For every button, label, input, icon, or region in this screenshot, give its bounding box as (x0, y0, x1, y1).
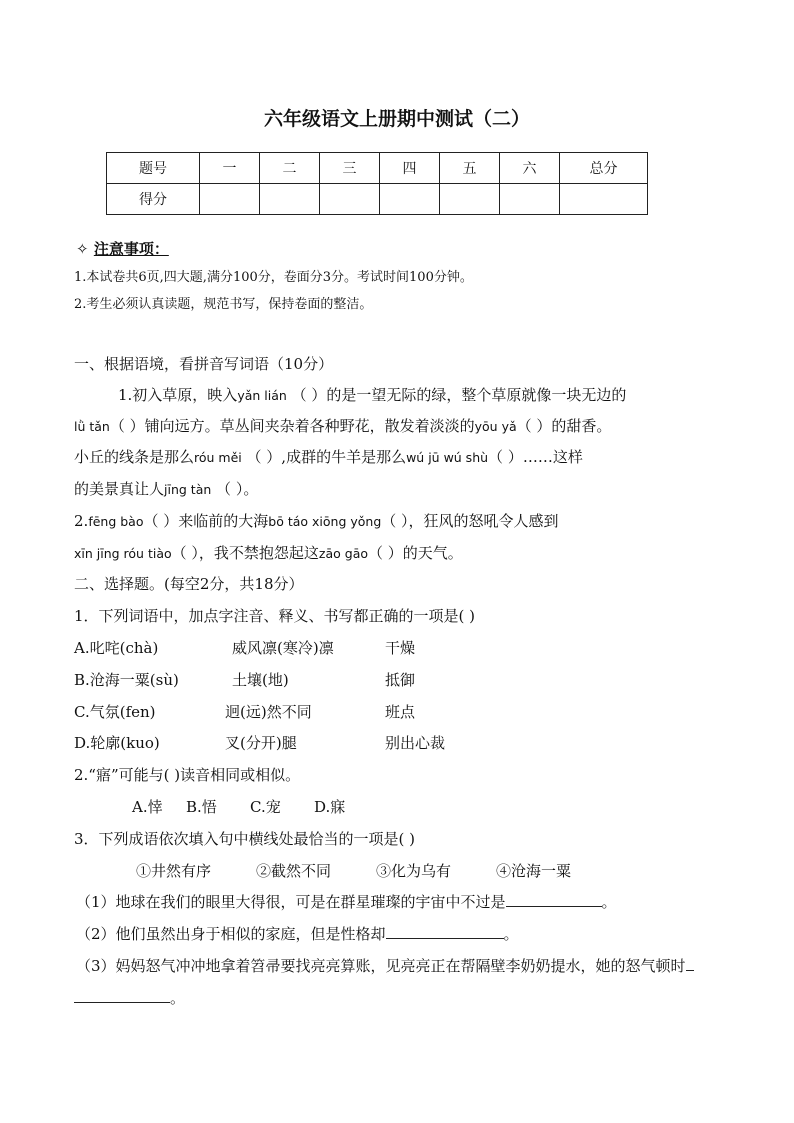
score-header-cell: 总分 (560, 153, 648, 184)
question-3-stem: 3．下列成语依次填入句中横线处最恰当的一项是( ) (74, 830, 416, 848)
score-header-cell: 六 (500, 153, 560, 184)
q1-option-b-word2: 土壤(地) (232, 671, 289, 689)
pinyin: róu měi (194, 450, 242, 465)
q1-option-a-word3: 干燥 (385, 639, 416, 657)
answer-blank[interactable] (506, 892, 602, 907)
section1-line: 的美景真让人jīng tàn （ ）。 (74, 480, 259, 498)
answer-blank[interactable] (386, 924, 504, 939)
q3-item-3: （3）妈妈怒气冲冲地拿着笤帚要找亮亮算账，见亮亮正在帮隔壁李奶奶提水，她的怒气顿时 (76, 955, 694, 976)
q2-option-d: D.寐 (314, 798, 346, 816)
q3-item-1: （1）地球在我们的眼里大得很，可是在群星璀璨的宇宙中不过是 。 (76, 893, 617, 911)
pinyin: yǎn lián (237, 388, 287, 403)
q3-choice-3: ③化为乌有 (376, 862, 452, 880)
q2-option-a: A.悻 (132, 798, 163, 816)
q3-choice-1: ①井然有序 (136, 862, 212, 880)
q3-choice-2: ②截然不同 (256, 862, 332, 880)
score-table (106, 152, 648, 215)
score-header-cell: 题号 (107, 153, 200, 184)
score-header-cell: 四 (380, 153, 440, 184)
question-1-stem: 1．下列词语中，加点字注音、释义、书写都正确的一项是( ) (74, 607, 476, 625)
section1-line: 1.初入草原，映入yǎn lián （ ）的是一望无际的绿，整个草原就像一块无边的 (118, 386, 627, 404)
score-table-score-row (107, 184, 648, 215)
score-input-cell[interactable] (500, 184, 560, 215)
section1-line: 2.fēng bào（ ）来临前的大海bō táo xiōng yǒng（ ），狂风的怒吼令人感到 (74, 512, 559, 530)
score-header-cell: 一 (200, 153, 260, 184)
pinyin: bō táo xiōng yǒng (268, 514, 382, 529)
score-input-cell[interactable] (380, 184, 440, 215)
notice-item: 1.本试卷共6页,四大题,满分100分，卷面分3分。考试时间100分钟。 (74, 270, 473, 285)
score-header-cell: 五 (440, 153, 500, 184)
answer-blank[interactable] (686, 956, 694, 971)
section2-heading: 二、选择题。(每空2分，共18分） (74, 575, 304, 593)
q1-option-d-word2: 叉(分开)腿 (225, 734, 297, 752)
pinyin: wú jū wú shù (406, 450, 489, 465)
q1-option-c-word2: 迥(远)然不同 (225, 703, 312, 721)
q3-item-2: （2）他们虽然出身于相似的家庭，但是性格却 。 (76, 925, 519, 943)
score-input-cell[interactable] (200, 184, 260, 215)
score-row-label: 得分 (107, 184, 200, 215)
q1-option-b-word1: B.沧海一粟(sù) (74, 671, 179, 689)
score-table-header-row (107, 153, 648, 184)
answer-blank[interactable] (74, 988, 170, 1003)
section1-heading: 一、根据语境，看拼音写词语（10分） (74, 355, 334, 373)
q1-option-d-word3: 别出心裁 (385, 734, 446, 752)
notice-item: 2.考生必须认真读题，规范书写，保持卷面的整洁。 (74, 297, 373, 312)
score-header-cell: 三 (320, 153, 380, 184)
section1-line: 小丘的线条是那么róu měi （ ）,成群的牛羊是那么wú jū wú shù（ ）……这样 (74, 448, 583, 466)
pinyin: fēng bào (88, 514, 144, 529)
q3-item-3-continued: 。 (74, 987, 185, 1008)
question-2-stem: 2.“寤”可能与( )读音相同或相似。 (74, 766, 301, 784)
score-input-cell[interactable] (260, 184, 320, 215)
section1-line: lǜ tǎn（ ）铺向远方。草丛间夹杂着各种野花，散发着淡淡的yōu yǎ（ ）的甜香。 (74, 417, 612, 435)
q1-option-a-word2: 威风凛(寒冷)凛 (232, 639, 334, 657)
diamond-star-icon: ✧ (76, 240, 89, 258)
notice-heading-text: 注意事项： (93, 240, 169, 258)
section1-line: xīn jīng róu tiào（ ），我不禁抱怨起这zāo gāo（ ）的天气。 (74, 544, 463, 562)
score-input-cell[interactable] (440, 184, 500, 215)
q3-choice-4: ④沧海一粟 (496, 862, 572, 880)
q2-option-b: B.悟 (186, 798, 217, 816)
score-header-cell: 二 (260, 153, 320, 184)
pinyin: zāo gāo (318, 546, 369, 561)
q2-option-c: C.宠 (250, 798, 281, 816)
page-title: 六年级语文上册期中测试（二） (263, 108, 530, 130)
pinyin: yōu yǎ (474, 419, 517, 434)
q1-option-b-word3: 抵御 (385, 671, 416, 689)
q1-option-c-word3: 班点 (385, 703, 416, 721)
score-input-cell[interactable] (560, 184, 648, 215)
pinyin: jīng tàn (164, 482, 212, 497)
pinyin: xīn jīng róu tiào (74, 546, 172, 561)
score-input-cell[interactable] (320, 184, 380, 215)
notice-heading (76, 238, 169, 259)
q1-option-d-word1: D.轮廓(kuo) (74, 734, 160, 752)
q1-option-c-word1: C.气氛(fen) (74, 703, 156, 721)
q1-option-a-word1: A.叱咤(chà) (74, 639, 159, 657)
pinyin: lǜ tǎn (74, 419, 110, 434)
